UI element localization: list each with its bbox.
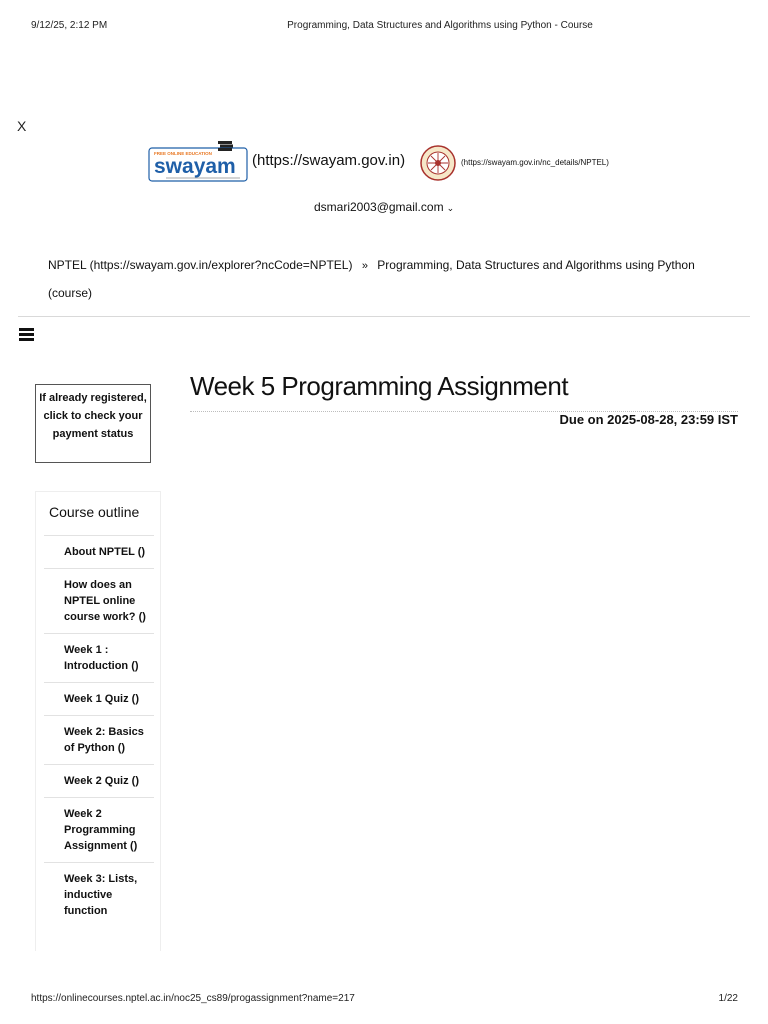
outline-item-week1-intro[interactable]: Week 1 : Introduction ()	[44, 633, 154, 682]
outline-item-week3-lists[interactable]: Week 3: Lists, inductive function	[44, 862, 154, 927]
outline-item-about-nptel[interactable]: About NPTEL ()	[44, 535, 154, 568]
nptel-link[interactable]: (https://swayam.gov.in/nc_details/NPTEL)	[461, 158, 609, 167]
hamburger-menu-icon[interactable]	[19, 328, 34, 341]
swayam-logo[interactable]	[148, 140, 248, 186]
due-date: Due on 2025-08-28, 23:59 IST	[559, 412, 738, 427]
swayam-link[interactable]: (https://swayam.gov.in)	[252, 152, 406, 169]
outline-item-how-course-works[interactable]: How does an NPTEL online course work? ()	[44, 568, 154, 633]
user-email: dsmari2003@gmail.com	[314, 200, 444, 214]
header-divider	[18, 316, 750, 317]
swayam-tagline: FREE ONLINE EDUCATION	[154, 151, 212, 156]
print-datetime: 9/12/25, 2:12 PM	[31, 20, 108, 31]
print-page-number: 1/22	[718, 993, 738, 1004]
swayam-wordmark: swayam	[154, 155, 236, 178]
course-outline-list	[44, 535, 154, 927]
outline-item-week2-quiz[interactable]: Week 2 Quiz ()	[44, 764, 154, 797]
outline-item-week1-quiz[interactable]: Week 1 Quiz ()	[44, 682, 154, 715]
page-title: Week 5 Programming Assignment	[190, 371, 569, 401]
breadcrumb-separator: »	[361, 260, 368, 272]
books-icon	[218, 141, 233, 151]
chevron-down-icon: ⌄	[446, 203, 455, 213]
breadcrumb-item-course[interactable]: Programming, Data Structures and Algorithms using Python (course)	[48, 258, 695, 300]
nptel-logo[interactable]	[420, 145, 456, 181]
outline-item-week2-programming[interactable]: Week 2 Programming Assignment ()	[44, 797, 154, 862]
close-button[interactable]: X	[17, 118, 27, 134]
user-account-menu[interactable]	[314, 200, 454, 214]
course-outline-title: Course outline	[49, 504, 140, 520]
breadcrumb	[48, 252, 738, 307]
print-page-title: Programming, Data Structures and Algorithms using Python - Course	[287, 20, 593, 31]
outline-item-week2-basics[interactable]: Week 2: Basics of Python ()	[44, 715, 154, 764]
course-outline	[35, 491, 161, 951]
print-url: https://onlinecourses.nptel.ac.in/noc25_cs89/progassignment?name=217	[31, 993, 355, 1004]
payment-status-button[interactable]: If already registered, click to check your payment status	[35, 384, 151, 463]
breadcrumb-item-nptel[interactable]: NPTEL (https://swayam.gov.in/explorer?ncCode=NPTEL)	[48, 258, 353, 272]
